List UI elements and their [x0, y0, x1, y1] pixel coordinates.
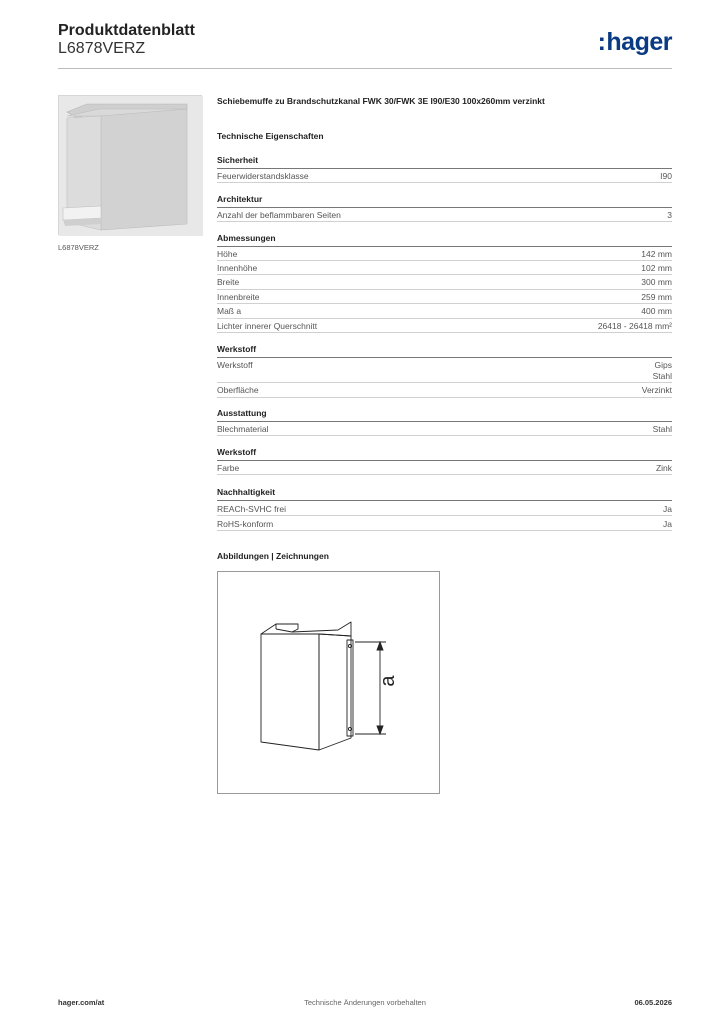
spec-value: Verzinkt — [641, 385, 672, 395]
section-divider — [217, 207, 672, 208]
row-divider — [217, 289, 672, 290]
technical-drawing — [217, 571, 440, 794]
row-divider — [217, 435, 672, 436]
spec-value: 400 mm — [641, 306, 672, 316]
spec-label: Höhe — [217, 249, 238, 259]
product-code: L6878VERZ — [58, 40, 146, 57]
technical-properties-heading: Technische Eigenschaften — [217, 131, 324, 141]
spec-value: Ja — [663, 504, 672, 514]
spec-value: Ja — [663, 519, 672, 529]
spec-value: 26418 - 26418 mm² — [597, 321, 672, 331]
spec-label: REACh-SVHC frei — [217, 504, 286, 514]
section-title: Werkstoff — [217, 447, 257, 457]
section-divider — [217, 500, 672, 501]
section-divider — [217, 421, 672, 422]
row-divider — [217, 332, 672, 333]
section-title: Sicherheit — [217, 155, 259, 165]
section-title: Werkstoff — [217, 344, 257, 354]
row-divider — [217, 260, 672, 261]
spec-label: Werkstoff — [217, 360, 253, 370]
section-divider — [217, 460, 672, 461]
section-title: Abmessungen — [217, 233, 276, 243]
spec-label: Breite — [217, 277, 240, 287]
footer-date: 06.05.2026 — [634, 998, 672, 1007]
page-title: Produktdatenblatt — [58, 22, 195, 39]
logo-text: hager — [606, 28, 672, 56]
row-divider — [217, 221, 672, 222]
section-title: Architektur — [217, 194, 263, 204]
dimension-label-a: a — [377, 675, 399, 687]
spec-label: Innenbreite — [217, 292, 260, 302]
spec-label: Blechmaterial — [217, 424, 269, 434]
spec-value: 259 mm — [641, 292, 672, 302]
row-divider — [217, 515, 672, 516]
spec-value: Gips — [654, 360, 672, 370]
spec-label: Maß a — [217, 306, 242, 316]
product-photo — [58, 95, 202, 235]
spec-value: Zink — [655, 463, 672, 473]
row-divider — [217, 274, 672, 275]
spec-value: Stahl — [652, 424, 672, 434]
header-divider — [58, 68, 672, 69]
section-divider — [217, 246, 672, 247]
row-divider — [217, 397, 672, 398]
spec-value: 142 mm — [641, 249, 672, 259]
technical-drawing-image — [218, 572, 439, 793]
spec-value: I90 — [660, 171, 672, 181]
footer-website-link[interactable]: hager.com/at — [58, 998, 105, 1007]
section-divider — [217, 357, 672, 358]
spec-label: Farbe — [217, 463, 240, 473]
spec-value: 102 mm — [641, 263, 672, 273]
product-name: Schiebemuffe zu Brandschutzkanal FWK 30/FWK 3E I90/E30 100x260mm verzinkt — [217, 96, 545, 106]
hager-logo[interactable] — [598, 28, 672, 57]
spec-label: Feuerwiderstandsklasse — [217, 171, 309, 181]
row-divider — [217, 382, 672, 383]
logo-colon: : — [597, 28, 606, 56]
spec-label: Oberfläche — [217, 385, 259, 395]
spec-value-secondary: Stahl — [652, 371, 672, 381]
spec-label: Anzahl der beflammbaren Seiten — [217, 210, 341, 220]
section-title: Ausstattung — [217, 408, 267, 418]
drawings-heading: Abbildungen | Zeichnungen — [217, 551, 329, 561]
spec-value: 300 mm — [641, 277, 672, 287]
photo-caption: L6878VERZ — [58, 243, 99, 252]
row-divider — [217, 182, 672, 183]
section-title: Nachhaltigkeit — [217, 487, 276, 497]
spec-label: Innenhöhe — [217, 263, 258, 273]
product-photo-image — [59, 96, 203, 236]
row-divider — [217, 303, 672, 304]
spec-value: 3 — [667, 210, 672, 220]
row-divider — [217, 474, 672, 475]
row-divider — [217, 318, 672, 319]
spec-label: RoHS-konform — [217, 519, 274, 529]
spec-label: Lichter innerer Querschnitt — [217, 321, 318, 331]
row-divider — [217, 530, 672, 531]
footer-disclaimer: Technische Änderungen vorbehalten — [304, 998, 426, 1007]
section-divider — [217, 168, 672, 169]
